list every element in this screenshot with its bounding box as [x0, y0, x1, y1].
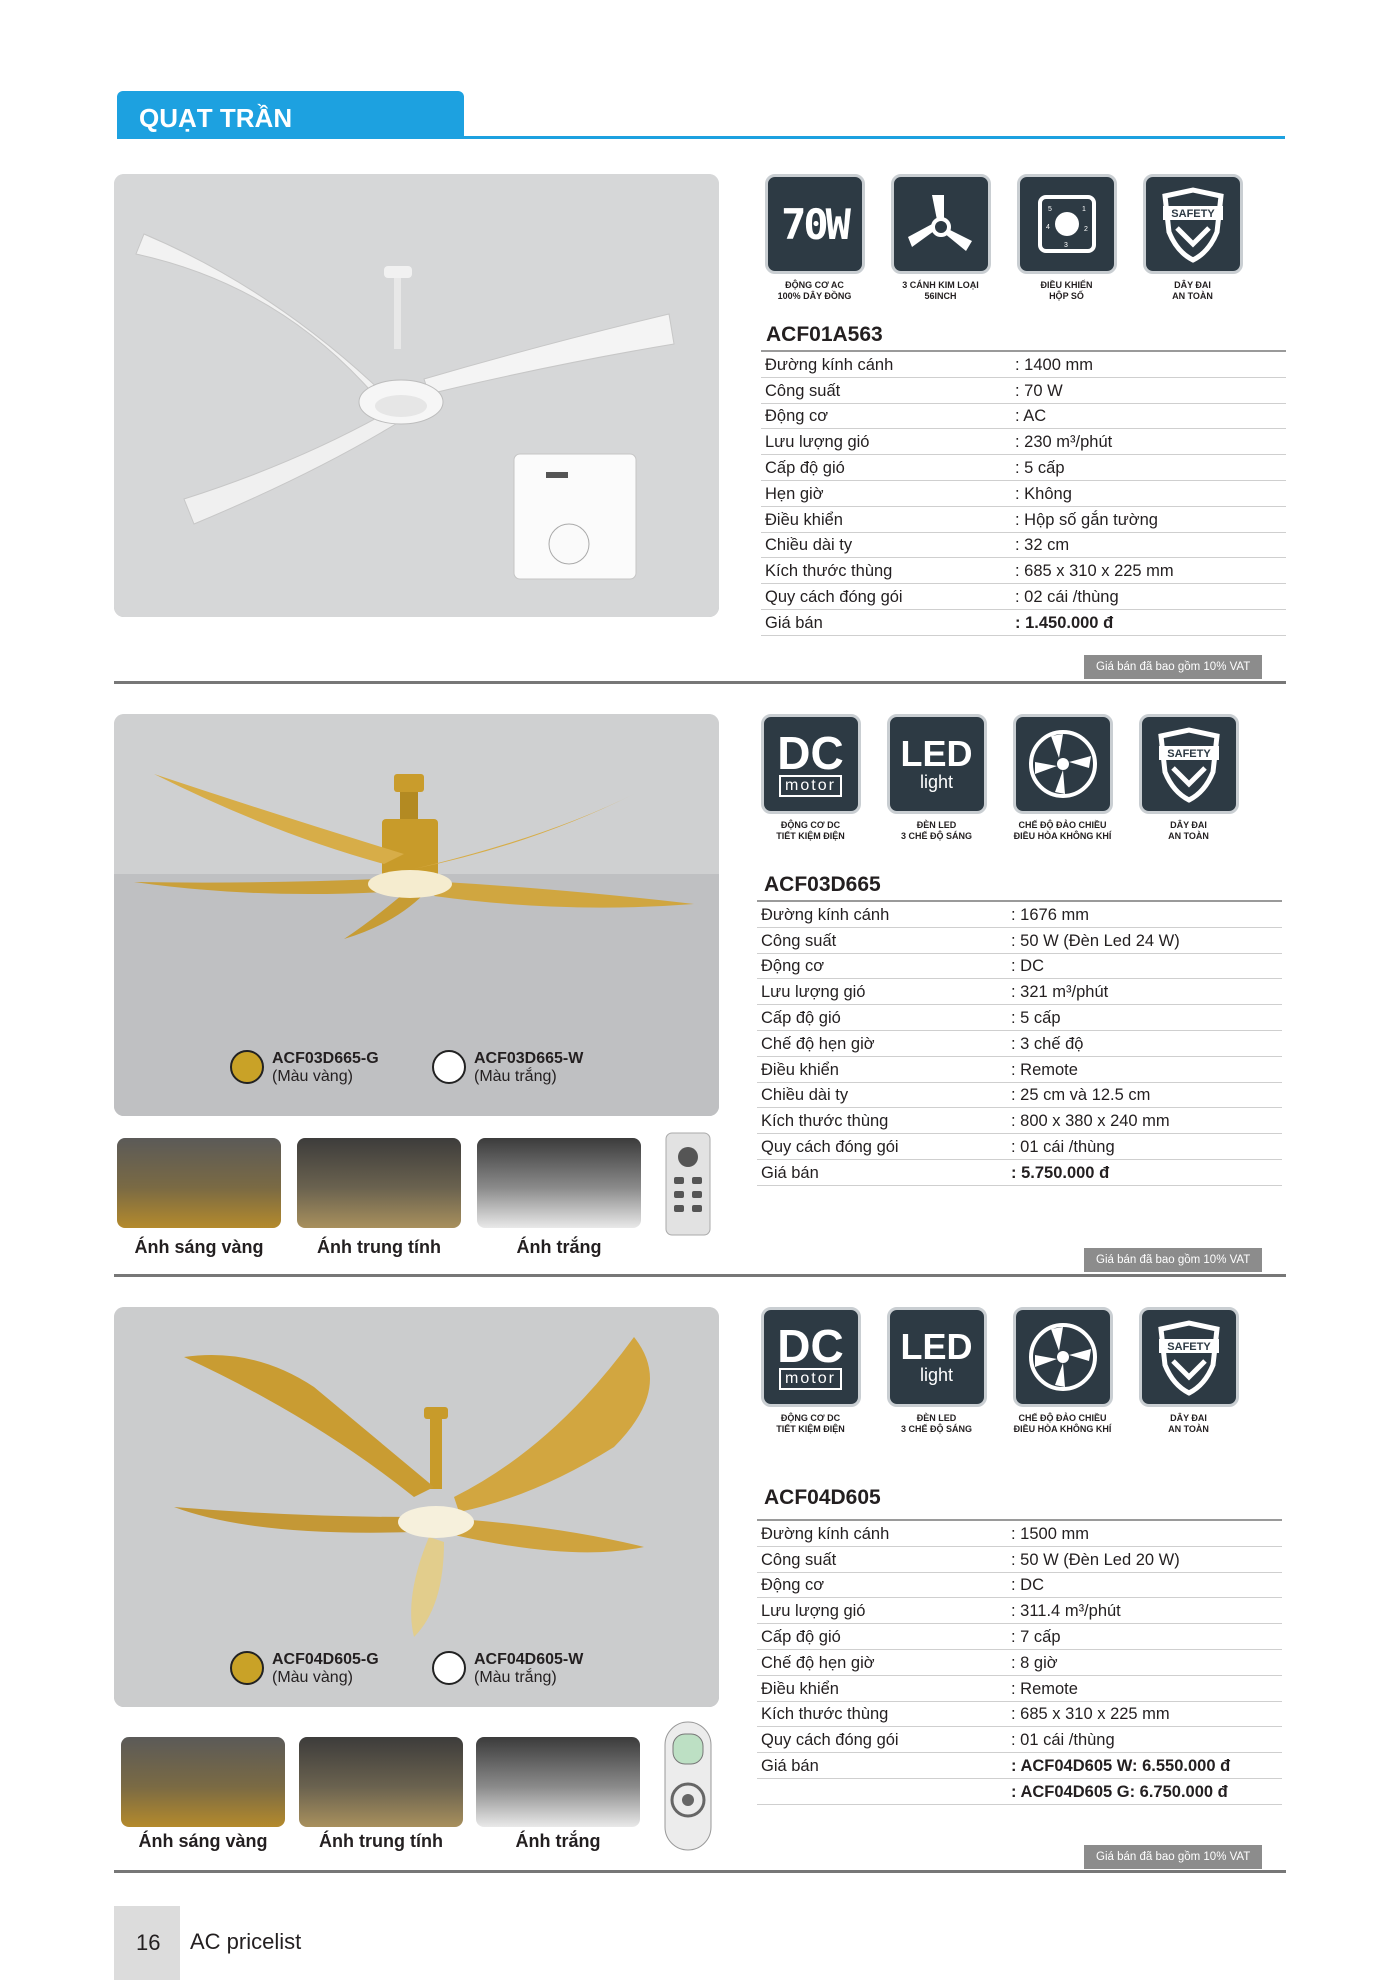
feature-icons-acf01a563 — [762, 174, 1245, 302]
feature-reverse — [1010, 1307, 1115, 1435]
icon-caption: DÂY ĐAI AN TOÀN — [1168, 1413, 1209, 1434]
spec-row — [757, 1547, 1282, 1573]
icon-caption: CHẾ ĐỘ ĐẢO CHIỀU ĐIỀU HÒA KHÔNG KHÍ — [1013, 820, 1112, 841]
led-light-icon: LED light — [887, 714, 987, 814]
led-light-icon: LED light — [887, 1307, 987, 1407]
spec-value: : 1400 mm — [1015, 355, 1093, 374]
spec-row — [761, 352, 1286, 378]
spec-value: : 5 cấp — [1011, 1008, 1061, 1027]
spec-key: Đường kính cánh — [765, 355, 894, 374]
vat-note: Giá bán đã bao gồm 10% VAT — [1084, 655, 1262, 679]
footer-label: AC pricelist — [190, 1929, 302, 1954]
spec-row — [757, 979, 1282, 1005]
spec-key: Chiều dài ty — [761, 1086, 849, 1105]
gold-swatch — [230, 1050, 264, 1084]
70w-motor-icon: 70W — [765, 174, 865, 274]
spec-value: : 321 m³/phút — [1011, 983, 1109, 1002]
spec-value: : 800 x 380 x 240 mm — [1011, 1112, 1170, 1131]
spec-row — [757, 1676, 1282, 1702]
spec-row — [761, 378, 1286, 404]
spec-value: : 1500 mm — [1011, 1524, 1089, 1543]
feature-reverse — [1010, 714, 1115, 842]
spec-key: Đường kính cánh — [761, 1524, 890, 1543]
reverse-mode-icon — [1013, 1307, 1113, 1407]
variant-gold[interactable] — [230, 1651, 379, 1687]
variant-color: (Màu trắng) — [474, 1068, 557, 1085]
spec-key: Quy cách đóng gói — [761, 1137, 899, 1156]
spec-value: : ACF04D605 W: 6.550.000 đ — [1011, 1756, 1231, 1775]
spec-row — [757, 954, 1282, 980]
spec-row — [761, 558, 1286, 584]
spec-value: : Hộp số gắn tường — [1015, 510, 1158, 529]
spec-key: Chiều dài ty — [765, 536, 853, 555]
spec-key: Động cơ — [765, 407, 829, 426]
svg-text:3: 3 — [1063, 242, 1068, 249]
thumb-warm-light[interactable] — [121, 1737, 285, 1827]
safety-shield-icon — [1143, 174, 1243, 274]
spec-key: Cấp độ gió — [761, 1627, 841, 1646]
thumb-label: Ánh sáng vàng — [134, 1237, 264, 1257]
spec-table — [757, 900, 1282, 1186]
thumb-neutral-light[interactable] — [299, 1737, 463, 1827]
spec-value: : Remote — [1011, 1679, 1078, 1698]
spec-row — [761, 584, 1286, 610]
product-photo-acf03d665 — [114, 714, 719, 1116]
spec-value: : AC — [1015, 407, 1047, 426]
feature-three-blade — [888, 174, 993, 302]
icon-caption: DÂY ĐAI AN TOÀN — [1168, 820, 1209, 841]
svg-text:SAFETY: SAFETY — [1166, 1341, 1211, 1353]
vat-note: Giá bán đã bao gồm 10% VAT — [1084, 1248, 1262, 1272]
spec-value: : 311.4 m³/phút — [1011, 1602, 1121, 1621]
dc-motor-icon: DC motor — [761, 1307, 861, 1407]
icon-caption: 3 CÁNH KIM LOẠI 56INCH — [902, 280, 979, 301]
section-title: QUẠT TRẦN — [117, 91, 464, 137]
spec-key: Kích thước thùng — [761, 1112, 889, 1131]
icon-caption: CHẾ ĐỘ ĐẢO CHIỀU ĐIỀU HÒA KHÔNG KHÍ — [1013, 1413, 1112, 1434]
spec-key: Cấp độ gió — [761, 1008, 841, 1027]
spec-key: Lưu lượng gió — [765, 433, 870, 452]
spec-key: Điều khiển — [761, 1060, 839, 1079]
section-divider — [114, 1274, 1286, 1277]
section-divider — [114, 1870, 1286, 1873]
spec-value: : 3 chế độ — [1011, 1034, 1084, 1053]
spec-row — [757, 1598, 1282, 1624]
gold-ceiling-fan-illustration — [114, 714, 719, 1116]
spec-key: Công suất — [761, 1550, 837, 1569]
model-title: ACF03D665 — [764, 873, 881, 896]
svg-text:2: 2 — [1083, 226, 1088, 233]
safety-shield-icon — [1139, 1307, 1239, 1407]
feature-dc-motor — [758, 1307, 863, 1435]
spec-key: Công suất — [761, 931, 837, 950]
thumb-label: Ánh trung tính — [317, 1237, 441, 1257]
spec-value: : 5 cấp — [1015, 458, 1065, 477]
safety-shield-icon — [1139, 714, 1239, 814]
svg-text:SAFETY: SAFETY — [1166, 748, 1211, 760]
model-title: ACF04D605 — [764, 1486, 881, 1509]
variant-white[interactable] — [432, 1651, 583, 1687]
spec-row — [757, 928, 1282, 954]
model-title: ACF01A563 — [766, 323, 883, 346]
feature-dc-motor — [758, 714, 863, 842]
variant-white[interactable] — [432, 1050, 583, 1086]
spec-value: : ACF04D605 G: 6.750.000 đ — [1011, 1782, 1228, 1801]
spec-row — [761, 481, 1286, 507]
variant-code: ACF03D665-G — [272, 1050, 379, 1067]
variant-gold[interactable] — [230, 1050, 379, 1086]
white-swatch — [432, 1651, 466, 1685]
spec-key: Lưu lượng gió — [761, 983, 866, 1002]
spec-row — [757, 1753, 1282, 1779]
thumb-label: Ánh trắng — [516, 1237, 602, 1257]
spec-key: Kích thước thùng — [761, 1705, 889, 1724]
gold-swatch — [230, 1651, 264, 1685]
spec-row — [757, 1727, 1282, 1753]
thumb-neutral-light[interactable] — [297, 1138, 461, 1228]
feature-safety — [1136, 1307, 1241, 1435]
reverse-mode-icon — [1013, 714, 1113, 814]
spec-value: : 685 x 310 x 225 mm — [1011, 1705, 1170, 1724]
svg-text:1: 1 — [1081, 206, 1086, 213]
spec-row — [757, 1031, 1282, 1057]
variant-code: ACF03D665-W — [474, 1050, 584, 1067]
spec-row — [757, 1134, 1282, 1160]
spec-key: Công suất — [765, 381, 841, 400]
spec-value: : 1.450.000 đ — [1015, 613, 1114, 632]
page-number: 16 — [114, 1906, 180, 1980]
spec-key: Chế độ hẹn giờ — [761, 1653, 875, 1672]
spec-row — [757, 1779, 1282, 1805]
spec-key: Chế độ hẹn giờ — [761, 1034, 875, 1053]
spec-key: Đường kính cánh — [761, 905, 890, 924]
svg-text:5: 5 — [1047, 206, 1052, 213]
white-swatch — [432, 1050, 466, 1084]
spec-value: : 50 W (Đèn Led 24 W) — [1011, 931, 1180, 950]
spec-key: Giá bán — [761, 1163, 819, 1182]
variant-color: (Màu trắng) — [474, 1669, 557, 1686]
spec-row — [761, 610, 1286, 636]
white-ceiling-fan-illustration — [114, 174, 719, 617]
spec-row — [757, 1160, 1282, 1186]
feature-70w-motor — [762, 174, 867, 302]
feature-icons-acf03d665 — [758, 714, 1241, 842]
spec-key: Điều khiển — [765, 510, 843, 529]
spec-value: : 70 W — [1015, 381, 1063, 400]
feature-icons-acf04d605 — [758, 1307, 1241, 1435]
spec-key: Giá bán — [761, 1756, 819, 1775]
icon-caption: ĐỘNG CƠ AC 100% DÂY ĐỒNG — [777, 280, 852, 301]
dc-motor-icon: DC motor — [761, 714, 861, 814]
spec-value: : 50 W (Đèn Led 20 W) — [1011, 1550, 1180, 1569]
spec-row — [757, 1083, 1282, 1109]
spec-value: : 7 cấp — [1011, 1627, 1061, 1646]
spec-value: : 1676 mm — [1011, 905, 1089, 924]
icon-caption: ĐIỀU KHIỂN HỘP SỐ — [1040, 280, 1093, 301]
product-photo-acf01a563 — [114, 174, 719, 617]
spec-row — [757, 1650, 1282, 1676]
feature-led — [884, 1307, 989, 1435]
icon-caption: ĐÈN LED 3 CHẾ ĐỘ SÁNG — [900, 1413, 972, 1434]
spec-value: : 02 cái /thùng — [1015, 587, 1119, 606]
spec-value: : 8 giờ — [1011, 1653, 1058, 1672]
spec-row — [761, 455, 1286, 481]
remote-control-icon — [664, 1131, 712, 1237]
spec-row — [757, 1005, 1282, 1031]
spec-row — [757, 1624, 1282, 1650]
section-divider — [114, 681, 1286, 684]
thumb-white-light[interactable] — [477, 1138, 641, 1228]
svg-text:4: 4 — [1045, 224, 1050, 231]
spec-row — [761, 533, 1286, 559]
spec-value: : 01 cái /thùng — [1011, 1731, 1115, 1750]
spec-value: : 5.750.000 đ — [1011, 1163, 1110, 1182]
thumb-label: Ánh sáng vàng — [138, 1831, 268, 1851]
product-photo-acf04d605 — [114, 1307, 719, 1707]
spec-table — [757, 1519, 1282, 1805]
spec-value: : 685 x 310 x 225 mm — [1015, 562, 1174, 581]
spec-key: Giá bán — [765, 613, 823, 632]
three-blade-icon — [891, 174, 991, 274]
header-rule — [117, 136, 1285, 139]
feature-safety — [1140, 174, 1245, 302]
thumb-white-light[interactable] — [476, 1737, 640, 1827]
variant-color: (Màu vàng) — [272, 1068, 353, 1085]
feature-led — [884, 714, 989, 842]
icon-caption: ĐỘNG CƠ DC TIẾT KIỆM ĐIỆN — [776, 1413, 845, 1434]
spec-table — [761, 350, 1286, 636]
spec-row — [757, 1521, 1282, 1547]
thumb-warm-light[interactable] — [117, 1138, 281, 1228]
spec-key: Quy cách đóng gói — [765, 587, 903, 606]
feature-speed-controller — [1014, 174, 1119, 302]
spec-row — [761, 404, 1286, 430]
feature-safety — [1136, 714, 1241, 842]
spec-row — [757, 902, 1282, 928]
icon-caption: ĐỘNG CƠ DC TIẾT KIỆM ĐIỆN — [776, 820, 845, 841]
thumb-label: Ánh trắng — [515, 1831, 601, 1851]
remote-control-icon — [663, 1720, 713, 1852]
variant-code: ACF04D605-G — [272, 1651, 379, 1668]
spec-row — [761, 429, 1286, 455]
spec-value: : DC — [1011, 1576, 1044, 1595]
variant-code: ACF04D605-W — [474, 1651, 584, 1668]
vat-note: Giá bán đã bao gồm 10% VAT — [1084, 1845, 1262, 1869]
spec-key: Kích thước thùng — [765, 562, 893, 581]
spec-key: Lưu lượng gió — [761, 1602, 866, 1621]
spec-value: : DC — [1011, 957, 1044, 976]
spec-value: : 230 m³/phút — [1015, 433, 1113, 452]
spec-key: Điều khiển — [761, 1679, 839, 1698]
spec-key: Động cơ — [761, 957, 825, 976]
spec-row — [757, 1573, 1282, 1599]
spec-row — [757, 1057, 1282, 1083]
gold-ceiling-fan-illustration — [114, 1307, 719, 1707]
svg-text:SAFETY: SAFETY — [1170, 208, 1215, 220]
spec-value: : 25 cm và 12.5 cm — [1011, 1086, 1151, 1105]
spec-value: : 32 cm — [1015, 536, 1070, 555]
icon-caption: ĐÈN LED 3 CHẾ ĐỘ SÁNG — [900, 820, 972, 841]
thumb-label: Ánh trung tính — [319, 1831, 443, 1851]
icon-caption: DÂY ĐAI AN TOÀN — [1172, 280, 1213, 301]
spec-key: Động cơ — [761, 1576, 825, 1595]
spec-key: Quy cách đóng gói — [761, 1731, 899, 1750]
variant-color: (Màu vàng) — [272, 1669, 353, 1686]
spec-value: : Remote — [1011, 1060, 1078, 1079]
spec-row — [757, 1702, 1282, 1728]
spec-value: : 01 cái /thùng — [1011, 1137, 1115, 1156]
spec-key: Cấp độ gió — [765, 458, 845, 477]
spec-value: : Không — [1015, 484, 1072, 503]
speed-controller-icon — [1017, 174, 1117, 274]
spec-row — [757, 1108, 1282, 1134]
spec-key: Hẹn giờ — [765, 484, 824, 503]
spec-row — [761, 507, 1286, 533]
